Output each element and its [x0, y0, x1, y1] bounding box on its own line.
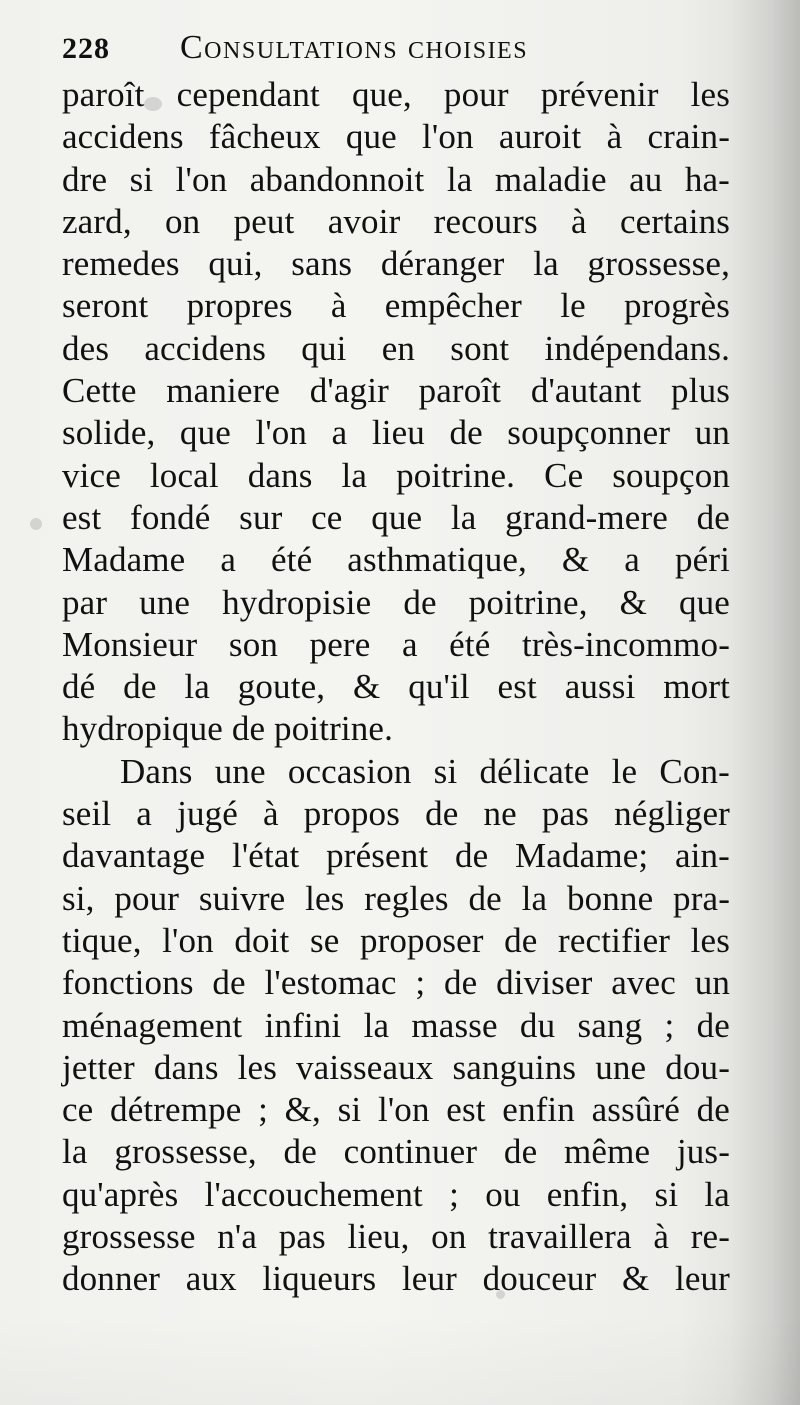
running-head-title: Consultations choisies: [180, 29, 529, 66]
text-line: tique, l'on doit se proposer de rectifier les: [62, 920, 730, 960]
text-line: davantage l'état présent de Madame; ain-: [62, 836, 730, 876]
text-line: dre si l'on abandonnoit la maladie au ha-: [62, 159, 730, 199]
text-line: dé de la goute, & qu'il est aussi mort: [62, 667, 730, 707]
text-line: vice local dans la poitrine. Ce soupçon: [62, 455, 730, 495]
text-line: grossesse n'a pas lieu, on travaillera à re-: [62, 1217, 730, 1257]
page-text: [62, 22, 730, 1301]
text-line: ce détrempe ; &, si l'on est enfin assûré de: [62, 1090, 730, 1130]
text-line: donner aux liqueurs leur douceur & leur: [62, 1259, 730, 1299]
text-line: paroît cependant que, pour prévenir les: [62, 75, 730, 114]
text-line: seil a jugé à propos de ne pas négliger: [62, 794, 730, 834]
paper-spot: [30, 518, 42, 530]
text-line: ménagement infini la masse du sang ; de: [62, 1005, 730, 1045]
page-edge-shadow: [730, 0, 800, 1405]
paragraph-end-line: hydropique de poitrine.: [62, 709, 394, 749]
text-line: si, pour suivre les regles de la bonne pra-: [62, 878, 730, 918]
page-bottom-margin: [0, 1315, 800, 1405]
body-text: [62, 74, 730, 1301]
paragraph-start-line: Dans une occasion si délicate le Con-: [120, 751, 730, 791]
text-line: par une hydropisie de poitrine, & que: [62, 582, 730, 622]
text-line: fonctions de l'estomac ; de diviser avec un: [62, 963, 730, 1003]
text-line: solide, que l'on a lieu de soupçonner un: [62, 413, 730, 453]
text-line: Cette maniere d'agir paroît d'autant plus: [62, 371, 730, 411]
text-line: des accidens qui en sont indépendans.: [62, 328, 730, 368]
text-line: remedes qui, sans déranger la grossesse,: [62, 244, 730, 284]
running-header: [62, 22, 730, 74]
text-line: est fondé sur ce que la grand-mere de: [62, 497, 730, 537]
page-number: 228: [62, 32, 110, 65]
text-line: jetter dans les vaisseaux sanguins une dou-: [62, 1047, 730, 1087]
text-line: qu'après l'accouchement ; ou enfin, si la: [62, 1174, 730, 1214]
text-line: seront propres à empêcher le progrès: [62, 286, 730, 326]
text-line: accidens fâcheux que l'on auroit à crain-: [62, 117, 730, 157]
text-line: zard, on peut avoir recours à certains: [62, 201, 730, 241]
text-line: Monsieur son pere a été très-incommo-: [62, 624, 730, 664]
text-line: la grossesse, de continuer de même jus-: [62, 1132, 730, 1172]
text-line: Madame a été asthmatique, & a péri: [62, 540, 730, 580]
